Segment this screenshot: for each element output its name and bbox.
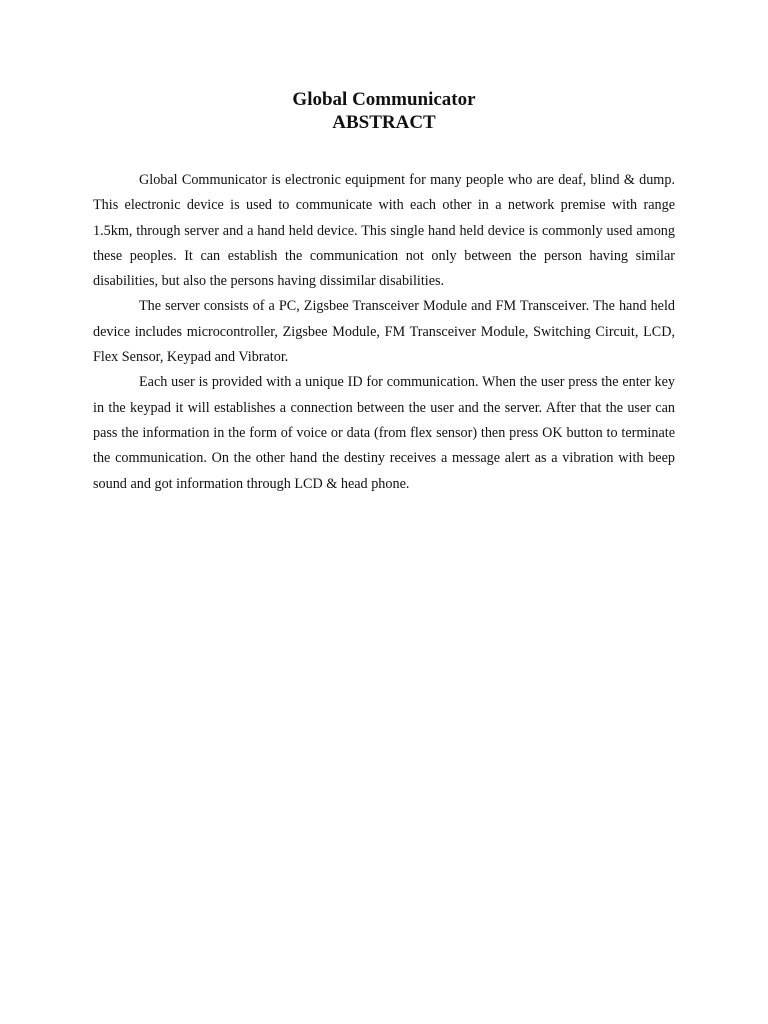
document-title: Global Communicator	[292, 89, 476, 110]
title-block	[0, 88, 768, 134]
abstract-body	[93, 168, 675, 497]
abstract-paragraph-3: Each user is provided with a unique ID for communication. When the user press the enter key in the keypad it will establishes a connection between the user and the server. After that the user can pass the information in the form of voice or data (from flex sensor) then press OK button to terminate the communication. On the other hand the destiny receives a message alert as a vibration with beep sound and got information through LCD & head phone.	[93, 374, 675, 492]
abstract-paragraph-2: The server consists of a PC, Zigsbee Transceiver Module and FM Transceiver. The hand held device includes microcontroller, Zigsbee Module, FM Transceiver Module, Switching Circuit, LCD, Flex Sensor, Keypad and Vibrator.	[93, 298, 675, 366]
abstract-heading: ABSTRACT	[332, 112, 436, 133]
abstract-paragraph-1: Global Communicator is electronic equipment for many people who are deaf, blind & dump. This electronic device is used to communicate with each other in a network premise with range 1.5km, through server and a hand held device. This single hand held device is commonly used among these peoples. It can establish the communication not only between the person having similar disabilities, but also the persons having dissimilar disabilities.	[93, 172, 675, 290]
